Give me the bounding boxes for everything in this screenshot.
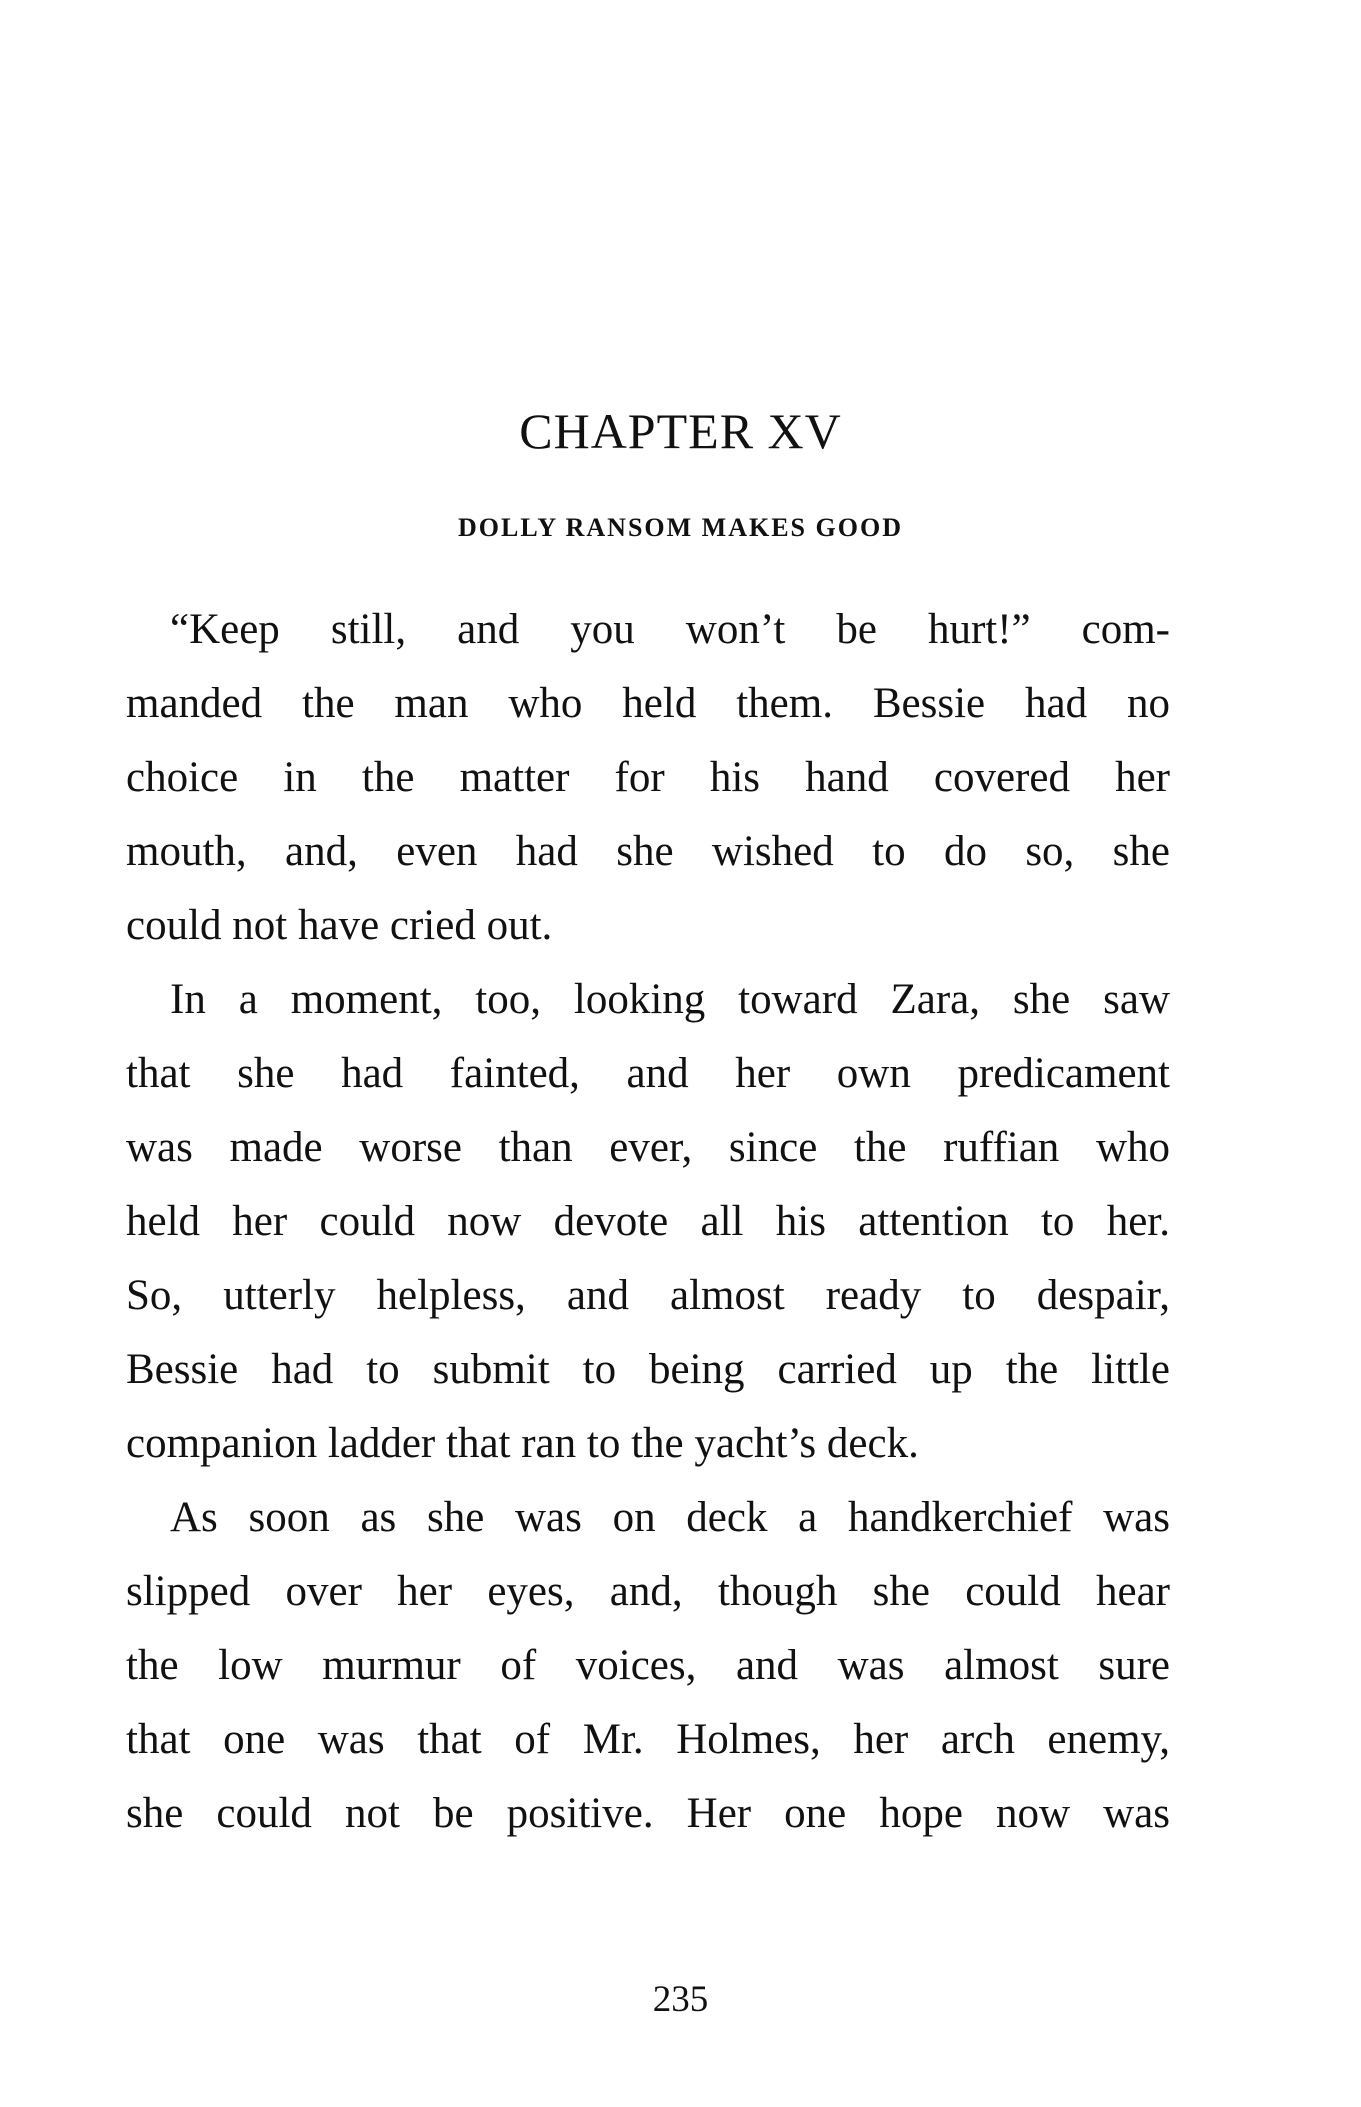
text-line: In a moment, too, looking toward Zara, she saw	[170, 976, 1170, 1023]
text-line: mouth, and, even had she wished to do so, she	[126, 828, 1170, 875]
text-line: the low murmur of voices, and was almost sure	[126, 1642, 1170, 1689]
text-line: As soon as she was on deck a handkerchief was	[170, 1494, 1170, 1541]
text-line: So, utterly helpless, and almost ready to despair,	[126, 1272, 1170, 1319]
text-line: held her could now devote all his attention to her.	[126, 1198, 1170, 1245]
text-line: slipped over her eyes, and, though she could hear	[126, 1568, 1170, 1615]
chapter-subtitle: DOLLY RANSOM MAKES GOOD	[458, 513, 903, 542]
text-line: “Keep still, and you won’t be hurt!” com-	[170, 606, 1170, 653]
text-line: that she had fainted, and her own predicament	[126, 1050, 1170, 1097]
text-line: Bessie had to submit to being carried up the little	[126, 1346, 1170, 1393]
text-line: manded the man who held them. Bessie had no	[126, 680, 1170, 727]
chapter-title: CHAPTER XV	[519, 403, 842, 459]
text-line: companion ladder that ran to the yacht’s deck.	[126, 1420, 919, 1467]
text-line: she could not be positive. Her one hope now was	[126, 1790, 1170, 1837]
text-line: was made worse than ever, since the ruffian who	[126, 1124, 1170, 1171]
text-line: choice in the matter for his hand covered her	[126, 754, 1170, 801]
page-number: 235	[652, 1979, 709, 2020]
text-line: that one was that of Mr. Holmes, her arch enemy,	[126, 1716, 1170, 1763]
text-line: could not have cried out.	[126, 902, 553, 949]
body-text	[126, 593, 1170, 1851]
